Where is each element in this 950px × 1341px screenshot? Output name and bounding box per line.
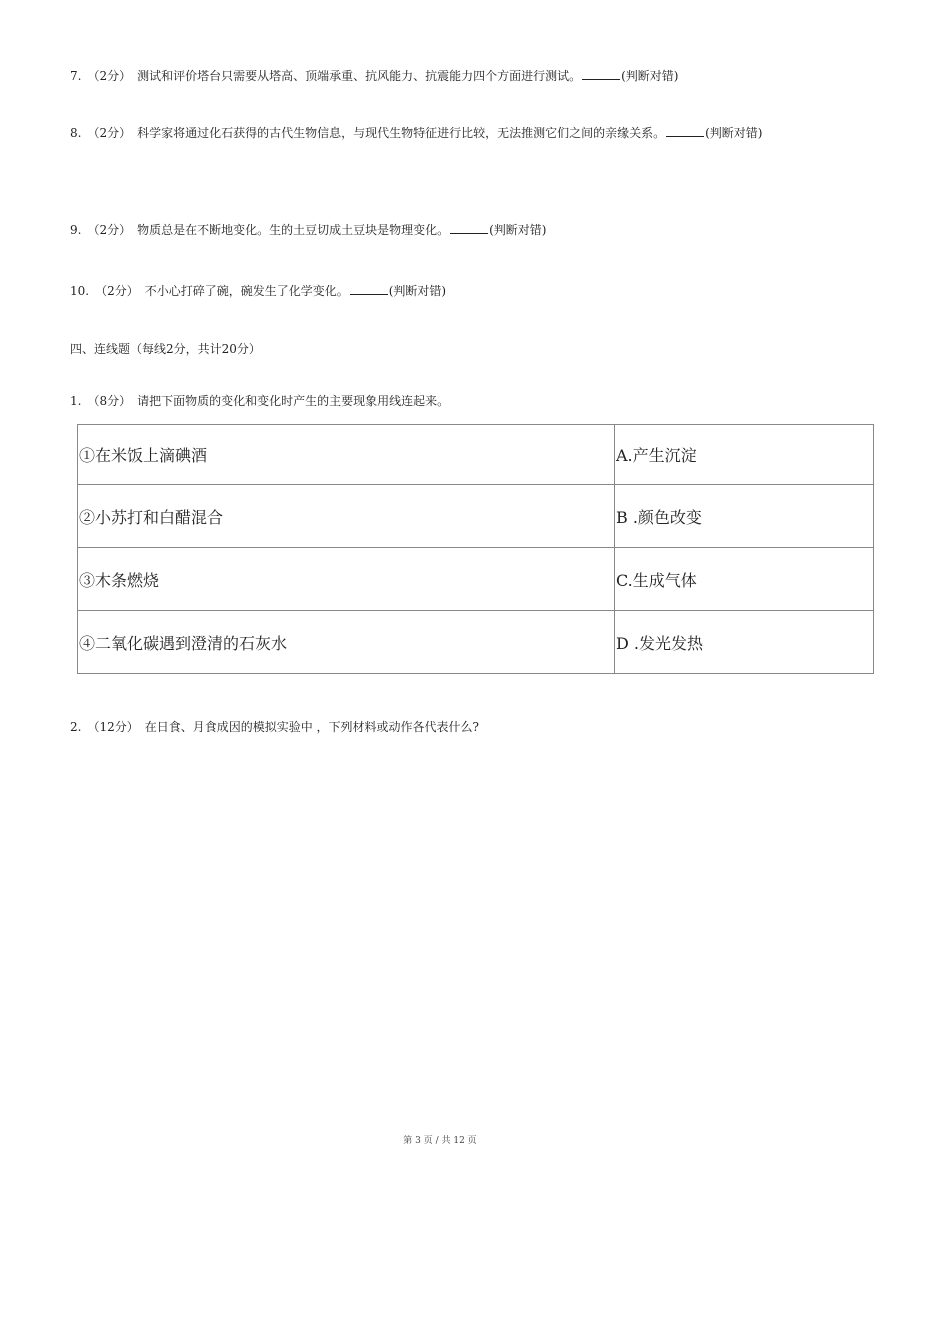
question-score: （2分） xyxy=(87,69,132,83)
question-9 xyxy=(70,222,546,237)
question-score: （8分） xyxy=(87,394,132,408)
question-number: 7. xyxy=(70,69,82,83)
answer-blank[interactable] xyxy=(350,283,388,295)
question-score: （2分） xyxy=(87,223,132,237)
question-7 xyxy=(70,68,678,83)
question-suffix: (判断对错) xyxy=(621,69,679,83)
question-suffix: (判断对错) xyxy=(705,126,763,140)
answer-blank[interactable] xyxy=(582,68,620,80)
answer-blank[interactable] xyxy=(666,125,704,137)
question-suffix: (判断对错) xyxy=(489,223,547,237)
question-number: 2. xyxy=(70,720,82,734)
question-number: 1. xyxy=(70,394,82,408)
match-right-item[interactable]: C.生成气体 xyxy=(615,548,874,611)
answer-blank[interactable] xyxy=(450,222,488,234)
question-score: （2分） xyxy=(95,284,139,298)
match-right-item[interactable]: B .颜色改变 xyxy=(615,485,874,548)
match-left-item[interactable]: ③木条燃烧 xyxy=(78,548,615,611)
section-title: 四、连线题（每线2分，共计20分） xyxy=(70,342,261,356)
question-text: 测试和评价塔台只需要从塔高、顶端承重、抗风能力、抗震能力四个方面进行测试。 xyxy=(137,69,582,83)
matching-table xyxy=(77,424,874,674)
question-text: 在日食、月食成因的模拟实验中 ，下列材料或动作各代表什么? xyxy=(144,720,479,734)
table-row xyxy=(78,485,874,548)
table-row xyxy=(78,548,874,611)
table-row xyxy=(78,425,874,485)
question-score: （12分） xyxy=(87,720,139,734)
question-number: 8. xyxy=(70,126,82,140)
question-suffix: (判断对错) xyxy=(388,284,447,298)
page-footer: 第 3 页 / 共 12 页 xyxy=(403,1136,477,1146)
match-question-header xyxy=(70,394,449,408)
question-10 xyxy=(70,283,446,298)
question-text: 不小心打碎了碗，碗发生了化学变化。 xyxy=(144,284,349,298)
match-left-item[interactable]: ②小苏打和白醋混合 xyxy=(78,485,615,548)
match-right-item[interactable]: A.产生沉淀 xyxy=(615,425,874,485)
question-text: 物质总是在不断地变化。生的土豆切成土豆块是物理变化。 xyxy=(137,223,450,237)
table-row xyxy=(78,611,874,674)
question-number: 10. xyxy=(70,284,90,298)
match-left-item[interactable]: ①在米饭上滴碘酒 xyxy=(78,425,615,485)
match-right-item[interactable]: D .发光发热 xyxy=(615,611,874,674)
question-text: 请把下面物质的变化和变化时产生的主要现象用线连起来。 xyxy=(137,394,450,408)
question-8 xyxy=(70,117,830,149)
match-left-item[interactable]: ④二氧化碳遇到澄清的石灰水 xyxy=(78,611,615,674)
question-text: 科学家将通过化石获得的古代生物信息，与现代生物特征进行比较，无法推测它们之间的亲缘关系。 xyxy=(137,126,666,140)
question-number: 9. xyxy=(70,223,82,237)
question-2 xyxy=(70,720,479,734)
question-score: （2分） xyxy=(87,126,132,140)
